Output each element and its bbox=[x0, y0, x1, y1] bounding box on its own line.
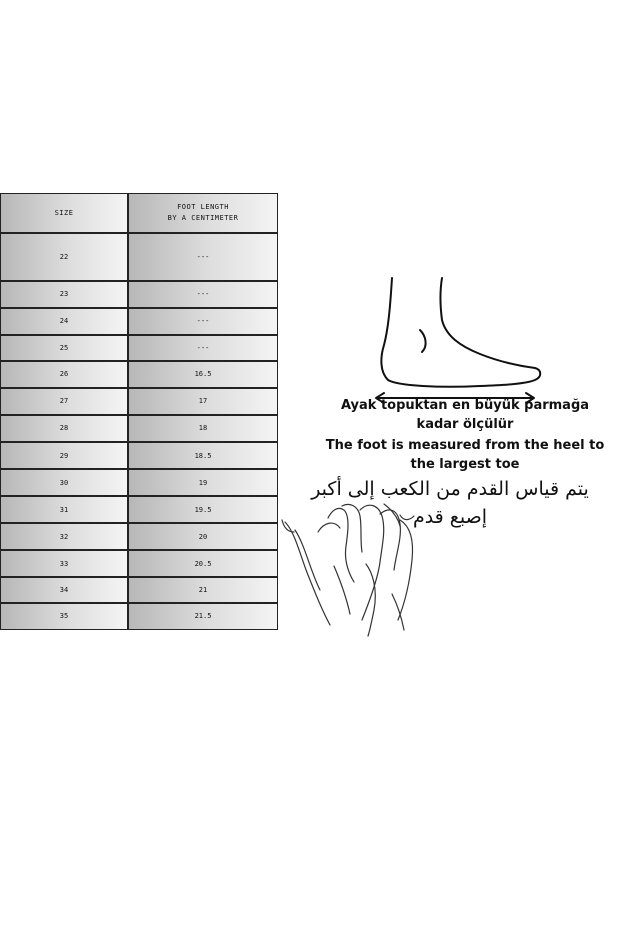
caption-turkish bbox=[315, 396, 615, 434]
caption-english bbox=[315, 436, 615, 474]
size-cell: 25 bbox=[0, 335, 128, 361]
size-cell: 33 bbox=[0, 550, 128, 576]
header-foot-length-line1: FOOT LENGTH bbox=[177, 203, 229, 212]
length-cell: 21.5 bbox=[128, 603, 278, 630]
size-cell: 35 bbox=[0, 603, 128, 630]
size-chart-table bbox=[0, 193, 278, 630]
size-cell: 34 bbox=[0, 577, 128, 603]
header-size: SIZE bbox=[0, 193, 128, 233]
length-cell: --- bbox=[128, 308, 278, 335]
length-cell: 16.5 bbox=[128, 361, 278, 388]
length-cell: --- bbox=[128, 335, 278, 361]
size-cell: 24 bbox=[0, 308, 128, 335]
length-cell: 18.5 bbox=[128, 442, 278, 469]
length-cell: --- bbox=[128, 233, 278, 281]
size-cell: 30 bbox=[0, 469, 128, 496]
size-cell: 29 bbox=[0, 442, 128, 469]
caption-english-line1: The foot is measured from the heel to bbox=[325, 438, 605, 453]
caption-turkish-line1: Ayak topuktan en büyük parmağa bbox=[340, 398, 590, 413]
size-cell: 23 bbox=[0, 281, 128, 307]
size-cell: 26 bbox=[0, 361, 128, 388]
caption-english-line2: the largest toe bbox=[410, 457, 520, 472]
caption-arabic bbox=[285, 475, 615, 531]
length-cell: 19.5 bbox=[128, 496, 278, 523]
length-cell: 19 bbox=[128, 469, 278, 496]
length-cell: 18 bbox=[128, 415, 278, 442]
size-cell: 28 bbox=[0, 415, 128, 442]
size-cell: 32 bbox=[0, 523, 128, 550]
caption-arabic-line1: يتم قياس القدم من الكعب إلى أكبر bbox=[311, 478, 589, 500]
header-foot-length bbox=[128, 193, 278, 233]
size-cell: 31 bbox=[0, 496, 128, 523]
length-cell: 17 bbox=[128, 388, 278, 415]
caption-turkish-line2: kadar ölçülür bbox=[416, 417, 514, 432]
length-cell: 21 bbox=[128, 577, 278, 603]
size-cell: 22 bbox=[0, 233, 128, 281]
length-cell: 20.5 bbox=[128, 550, 278, 576]
header-foot-length-line2: BY A CENTIMETER bbox=[167, 214, 239, 223]
length-cell: --- bbox=[128, 281, 278, 307]
length-cell: 20 bbox=[128, 523, 278, 550]
size-cell: 27 bbox=[0, 388, 128, 415]
caption-arabic-line2: إصبع قدم bbox=[412, 506, 488, 528]
